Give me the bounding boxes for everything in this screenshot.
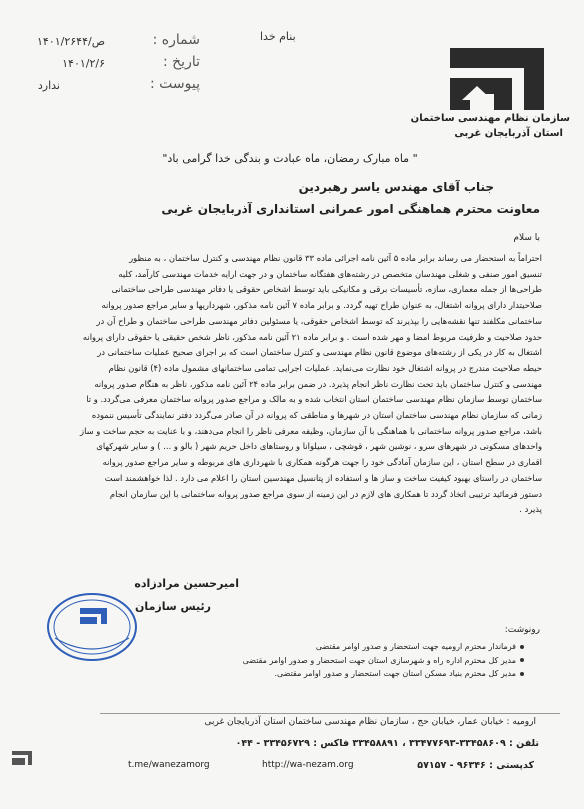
salutation: با سلام [513, 233, 540, 243]
letter-meta [20, 32, 200, 98]
recipient-position: معاونت محترم هماهنگی امور عمرانی استانداری آذربایجان غربی [161, 202, 540, 216]
body-line: مهندسی و کنترل ساختمان باید تحت نظارت ناظر انجام پذیرد. در ضمن برابر ماده ۲۴ آئین نامه مذکور، ناظر به هنگام صدور پروانه [94, 378, 542, 389]
cc-label: رونوشت: [504, 625, 540, 635]
number-value: ۱۴۰۱/ص/۲۶۴۴ [37, 35, 105, 48]
body-line: ساختمانی مکلفند تنها نقشه‌هایی را بپذیرند که توسط اشخاص حقوقی، یا مسئولین دفاتر مهندسی طراحی ساختمان و طراح آن در [96, 315, 542, 326]
org-province: استان آذربایجان غربی [454, 128, 563, 139]
date-row [20, 54, 200, 76]
cc-item-text: فرماندار محترم ارومیه جهت استحضار و صدور اوامر مقتضی [315, 642, 516, 651]
official-stamp [45, 590, 140, 665]
corner-logo-icon [8, 747, 36, 775]
body-line: واحدهای مسکونی در شهرهای سرو ، نوشین شهر ، قوشچی ، سیلوانا و روستاهای داخل حریم شهر ( بالو و ... ) و سایر شهرکهای [96, 441, 542, 452]
body-line: پذیرد . [519, 504, 542, 515]
bullet-icon [520, 645, 524, 649]
body-line: طراحی‌ها از جمله معماری، سازه، تأسیسات برقی و مکانیکی باید توسط اشخاص حقوقی یا دفاتر مهندسی طراحی ساختمانی [111, 284, 542, 295]
body-line: اشتغال به کار در یکی از رشته‌های موضوع قانون نظام مهندسی و کنترل ساختمان است که بر اجرای صحیح عملیات ساختمانی در [97, 347, 542, 358]
number-label: شماره : [152, 32, 200, 48]
body-line: احتراماً به استحضار می رساند برابر ماده ۵ آئین نامه اجرائی ماده ۳۳ قانون نظام مهندسی و کنترل ساختمان ، به منظور [129, 253, 542, 263]
footer-divider [100, 713, 560, 714]
bullet-icon [520, 658, 524, 662]
org-logo [432, 40, 562, 140]
footer-postal-code: کدپستی : ۹۶۳۴۶ - ۵۷۱۵۷ [417, 760, 534, 771]
date-label: تاریخ : [162, 54, 200, 70]
footer-website-link[interactable]: http://wa-nezam.org [262, 760, 354, 770]
body-line: ساختمان توسط سازمان نظام مهندسی ساختمان استان انتخاب شده و به مالک و مراجع صدور پروانه ساختمان معرفی می‌گردد. و تا [86, 394, 542, 405]
body-line: اقماری در سطح استان ، این سازمان آمادگی خود را جهت هرگونه همکاری با شهرداری های مربوطه و سایر مراجع صدور پروانه [102, 457, 542, 468]
cc-list [144, 640, 524, 681]
body-line: حیطه صلاحیت مندرج در پروانه اشتغال خود نظارت می‌نماید. عملیات اجرایی تمامی ساختمانهای مشمول ماده (۴) قانون نظام [108, 362, 542, 373]
cc-item-text: مدیر کل محترم بنیاد مسکن استان جهت استحضار و صدور اوامر مقتضی. [274, 669, 516, 678]
bullet-icon [520, 672, 524, 676]
footer-address: ارومیه : خیابان عمار، خیابان حج ، سازمان نظام مهندسی ساختمان استان آذربایجان غربی [204, 717, 536, 727]
footer-phones: تلفن : ۳۳۴۵۸۶۰۹-۳۳۴۷۷۶۹۳ ، ۳۳۴۵۸۸۹۱ فاکس : ۳۳۴۵۶۷۲۹ - ۰۴۴ [235, 738, 539, 749]
basmala: بنام خدا [260, 30, 296, 43]
body-line: دستور فرمائید ترتیبی اتخاذ گردد تا همکاری های لازم در این زمینه از سوی مراجع صدور پروانه ساختمانی با این سازمان انجام [109, 488, 542, 499]
cc-item [144, 667, 524, 681]
letter-body [40, 251, 542, 518]
org-name: سازمان نظام مهندسی ساختمان [410, 113, 570, 124]
signer-title: رئیس سازمان [135, 600, 211, 613]
cc-item [144, 654, 524, 668]
body-line: زمانی که سازمان نظام مهندسی ساختمان استان در شهرها و مناطقی که پروانه در آن صادر می‌گردد دفتر نمایندگی تأسیس ننموده [91, 410, 542, 421]
attachment-value: ندارد [37, 79, 60, 92]
attachment-label: پیوست : [150, 76, 200, 92]
ramadan-greeting: " ماه مبارک رمضان، ماه عبادت و بندگی خدا گرامی باد" [162, 152, 418, 165]
cc-item-text: مدیر کل محترم اداره راه و شهرسازی استان جهت استحضار و صدور اوامر مقتضی [242, 655, 516, 665]
body-line: تنسیق امور صنفی و شغلی مهندسان متخصص در رشته‌های هفتگانه ساختمان و در جهت ارایه خدمات مهندسی کارآمد، کلیه [118, 268, 542, 279]
body-line: باشد، مراجع صدور پروانه ساختمانی با هماهنگی با آن سازمان، وظیفه معرفی ناظر را انجام می‌دهند، و با عنایت به حجم ساخت و ساز [80, 425, 542, 436]
footer-telegram-link[interactable]: t.me/wanezamorg [128, 760, 210, 770]
attachment-row [20, 76, 200, 98]
date-value: ۱۴۰۱/۲/۶ [62, 57, 105, 70]
signer-name: امیرحسین مرادزاده [134, 577, 239, 590]
body-line: صلاحیتدار دارای پروانه اشتغال، به عنوان طراح تهیه گردد. و برابر ماده ۷ آئین نامه مذکور، شهرداریها و سایر مراجع صدور پروانه [101, 300, 542, 311]
cc-item [144, 640, 524, 654]
body-line: ساختمان در راستای بهبود کیفیت ساخت و ساز ها و استفاده از پتانسیل مهندسین استان را اعلام می دارد . لذا خواهشمند است [104, 472, 542, 483]
recipient-name: جناب آقای مهندس یاسر رهبردین [298, 180, 494, 194]
number-row [20, 32, 200, 54]
body-line: حدود صلاحیت و ظرفیت مربوط امضا و مهر شده است . و برابر ماده ۲۱ آئین نامه مذکور، ناظر شخص حقیقی یا حقوقی دارای پروانه [82, 331, 542, 342]
